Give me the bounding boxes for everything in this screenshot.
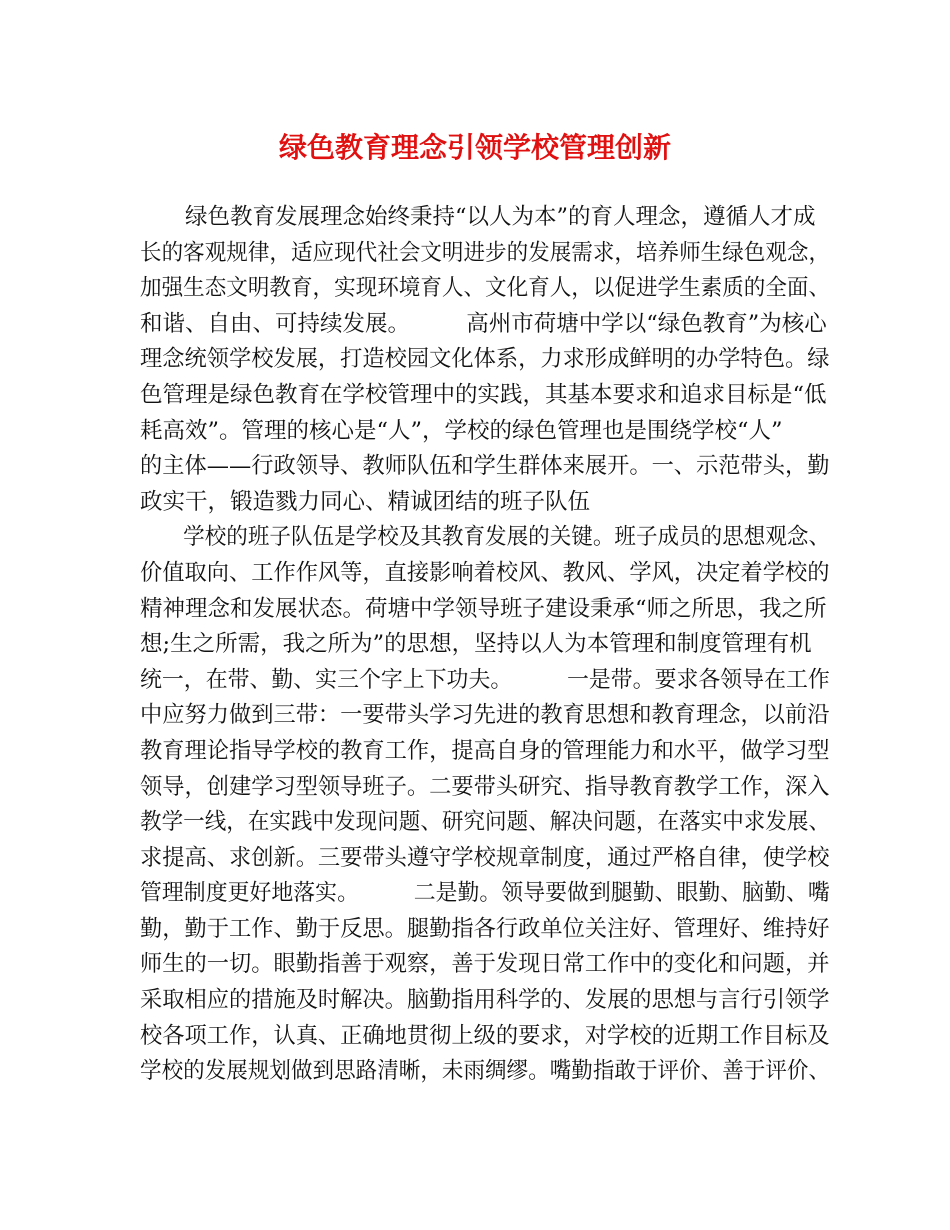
text-line: 学校的发展规划做到思路清晰，未雨绸缪。嘴勤指敢于评价、善于评价、 — [140, 1058, 831, 1085]
text-line: 价值取向、工作作风等，直接影响着校风、教风、学风，决定着学校的 — [140, 559, 830, 586]
text-line: 理念统领学校发展，打造校园文化体系，力求形成鲜明的办学特色。绿 — [140, 346, 830, 373]
text-line: 耗高效”。管理的核心是“人”，学校的绿色管理也是围绕学校“人” — [140, 417, 783, 444]
text-line: 和谐、自由、可持续发展。 高州市荷塘中学以“绿色教育”为核心 — [140, 310, 827, 337]
text-line: 统一，在带、勤、实三个字上下功夫。 一是带。要求各领导在工作 — [140, 666, 830, 693]
text-line: 管理制度更好地落实。 二是勤。领导要做到腿勤、眼勤、脑勤、嘴 — [140, 880, 830, 907]
text-line: 想;生之所需，我之所为”的思想，坚持以人为本管理和制度管理有机 — [140, 631, 812, 658]
text-line: 长的客观规律，适应现代社会文明进步的发展需求，培养师生绿色观念， — [140, 239, 831, 266]
text-line: 的主体——行政领导、教师队伍和学生群体来展开。一、示范带头，勤 — [140, 453, 830, 480]
document-body — [140, 200, 830, 1090]
text-line: 绿色教育发展理念始终秉持“以人为本”的育人理念，遵循人才成 — [140, 204, 816, 230]
text-line: 校各项工作，认真、正确地贯彻上级的要求，对学校的近期工作目标及 — [140, 1022, 830, 1049]
text-line: 求提高、求创新。三要带头遵守学校规章制度，通过严格自律，使学校 — [140, 844, 830, 871]
text-line: 领导，创建学习型领导班子。二要带头研究、指导教育教学工作，深入 — [140, 773, 830, 800]
document-title: 绿色教育理念引领学校管理创新 — [278, 131, 671, 164]
text-line: 政实干，锻造戮力同心、精诚团结的班子队伍 — [140, 488, 591, 515]
text-line: 教学一线，在实践中发现问题、研究问题、解决问题，在落实中求发展、 — [140, 809, 831, 836]
text-line: 学校的班子队伍是学校及其教育发展的关键。班子成员的思想观念、 — [140, 524, 831, 551]
text-line: 精神理念和发展状态。荷塘中学领导班子建设秉承“师之所思，我之所 — [140, 595, 827, 622]
text-line: 采取相应的措施及时解决。脑勤指用科学的、发展的思想与言行引领学 — [140, 987, 830, 1014]
text-line: 教育理论指导学校的教育工作，提高自身的管理能力和水平，做学习型 — [140, 737, 830, 764]
text-line: 中应努力做到三带：一要带头学习先进的教育思想和教育理念，以前沿 — [140, 702, 830, 729]
text-line: 师生的一切。眼勤指善于观察，善于发现日常工作中的变化和问题，并 — [140, 951, 830, 978]
text-line: 色管理是绿色教育在学校管理中的实践，其基本要求和追求目标是“低 — [140, 381, 827, 408]
text-line: 加强生态文明教育，实现环境育人、文化育人，以促进学生素质的全面、 — [140, 275, 831, 302]
text-line: 勤，勤于工作、勤于反思。腿勤指各行政单位关注好、管理好、维持好 — [140, 915, 830, 942]
